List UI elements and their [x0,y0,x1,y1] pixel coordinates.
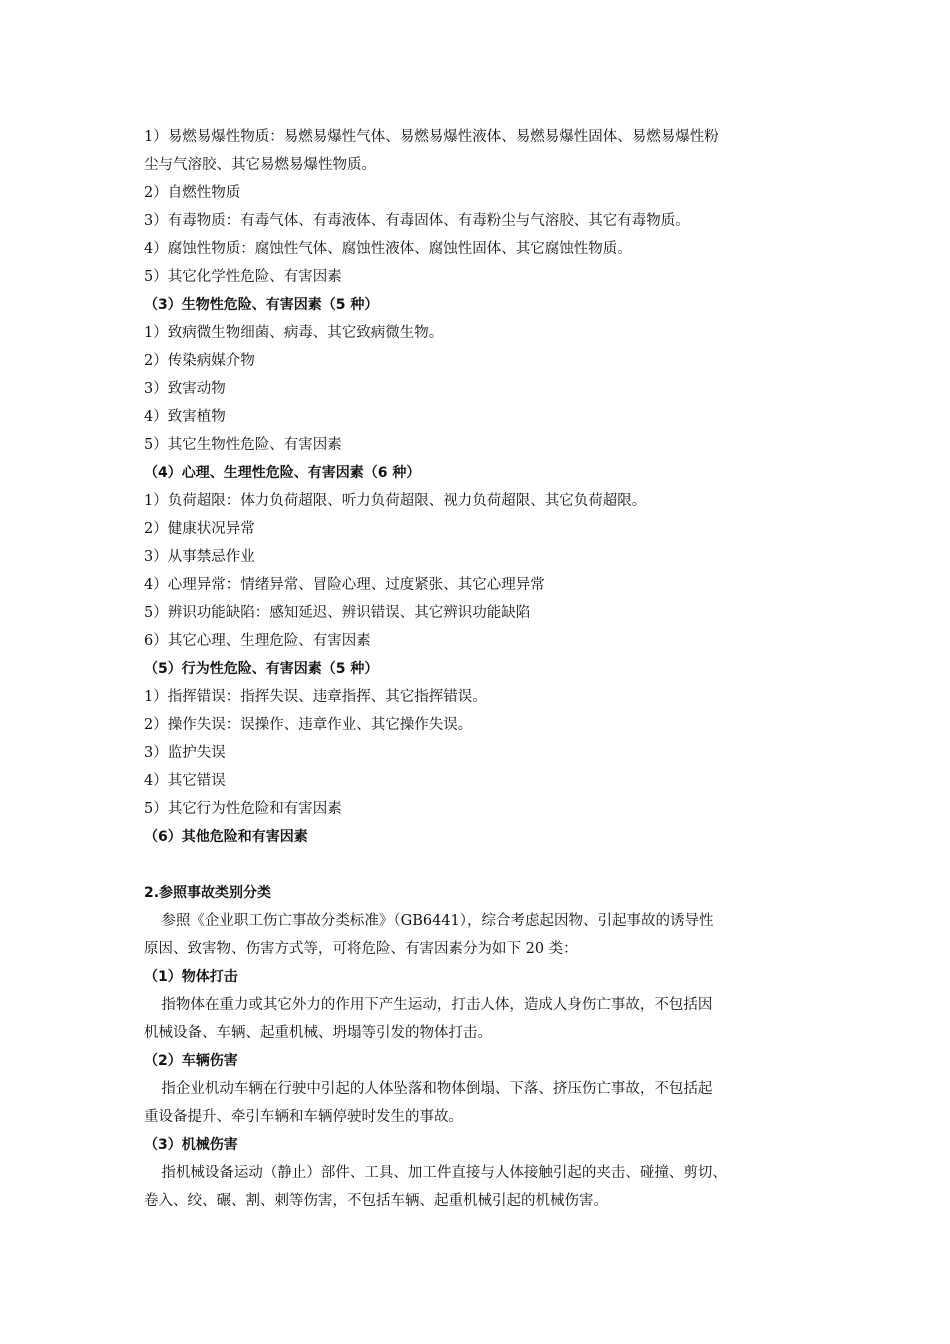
list-item: 2）操作失误：误操作、违章作业、其它操作失误。 [144,717,473,733]
paragraph-line: 指机械设备运动（静止）部件、工具、加工件直接与人体接触引起的夹击、碰撞、剪切、 [161,1165,727,1181]
list-item: 5）其它化学性危险、有害因素 [144,269,342,285]
document-body [144,123,824,1215]
list-item: 3）有毒物质：有毒气体、有毒液体、有毒固体、有毒粉尘与气溶胶、其它有毒物质。 [144,213,690,229]
section-heading: （4）心理、生理性危险、有害因素（6 种） [144,465,421,481]
list-item: 4）腐蚀性物质：腐蚀性气体、腐蚀性液体、腐蚀性固体、其它腐蚀性物质。 [144,241,632,257]
list-item: 4）心理异常：情绪异常、冒险心理、过度紧张、其它心理异常 [144,577,545,593]
category-heading: （3）机械伤害 [144,1137,238,1153]
paragraph-line: 指企业机动车辆在行驶中引起的人体坠落和物体倒塌、下落、挤压伤亡事故，不包括起 [161,1081,713,1097]
list-item: 1）易燃易爆性物质：易燃易爆性气体、易燃易爆性液体、易燃易爆性固体、易燃易爆性粉 [144,129,719,145]
list-item: 2）自燃性物质 [144,185,241,201]
list-item: 3）致害动物 [144,381,226,397]
list-item: 4）其它错误 [144,773,226,789]
category-heading: （1）物体打击 [144,969,238,985]
paragraph-line: 指物体在重力或其它外力的作用下产生运动，打击人体，造成人身伤亡事故，不包括因 [161,997,713,1013]
list-item: 5）辨识功能缺陷：感知延迟、辨识错误、其它辨识功能缺陷 [144,605,531,621]
paragraph-line: 机械设备、车辆、起重机械、坍塌等引发的物体打击。 [144,1025,492,1041]
category-heading: （2）车辆伤害 [144,1053,238,1069]
major-heading: 2.参照事故类别分类 [144,885,272,901]
list-item: 1）致病微生物细菌、病毒、其它致病微生物。 [144,325,444,341]
list-item-continuation: 尘与气溶胶、其它易燃易爆性物质。 [144,157,376,173]
section-heading: （3）生物性危险、有害因素（5 种） [144,297,379,313]
list-item: 2）传染病媒介物 [144,353,255,369]
section-heading: （6）其他危险和有害因素 [144,829,308,845]
list-item: 3）监护失误 [144,745,226,761]
list-item: 6）其它心理、生理危险、有害因素 [144,633,371,649]
blank-line [144,851,824,879]
paragraph-line: 卷入、绞、碾、割、刺等伤害，不包括车辆、起重机械引起的机械伤害。 [144,1193,608,1209]
list-item: 5）其它生物性危险、有害因素 [144,437,342,453]
list-item: 3）从事禁忌作业 [144,549,255,565]
section-heading: （5）行为性危险、有害因素（5 种） [144,661,379,677]
paragraph-line: 参照《企业职工伤亡事故分类标准》（GB6441），综合考虑起因物、引起事故的诱导性 [161,913,714,929]
list-item: 4）致害植物 [144,409,226,425]
list-item: 5）其它行为性危险和有害因素 [144,801,342,817]
list-item: 2）健康状况异常 [144,521,255,537]
paragraph-line: 原因、致害物、伤害方式等，可将危险、有害因素分为如下 20 类： [144,941,578,957]
list-item: 1）指挥错误：指挥失误、违章指挥、其它指挥错误。 [144,689,487,705]
paragraph-line: 重设备提升、牵引车辆和车辆停驶时发生的事故。 [144,1109,463,1125]
list-item: 1）负荷超限：体力负荷超限、听力负荷超限、视力负荷超限、其它负荷超限。 [144,493,647,509]
